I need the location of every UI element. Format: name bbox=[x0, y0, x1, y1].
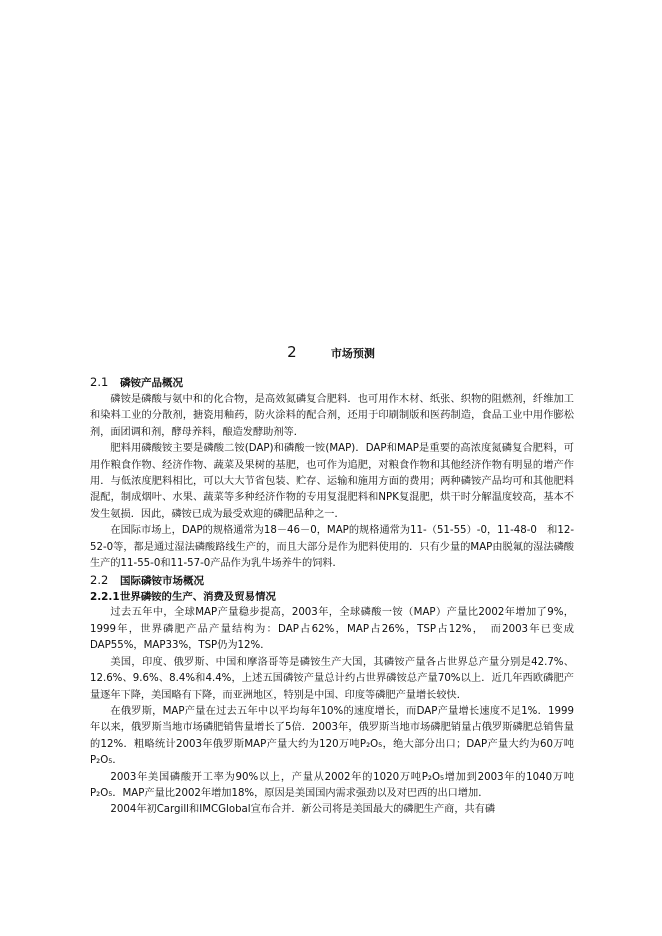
paragraph: 在俄罗斯，MAP产量在过去五年中以平均每年10%的速度增长，而DAP产量增长速度不足1%．1999年以来，俄罗斯当地市场磷肥销售量增长了5倍．2003年，俄罗斯当地市场磷肥销量占俄罗斯磷肥总销售量的12%．粗略统计2003年俄罗斯MAP产量大约为120万吨P₂O₅，绝大部分出口；DAP产量大约为60万吨P₂O₅． bbox=[90, 705, 574, 767]
paragraph: 肥料用磷酸铵主要是磷酸二铵(DAP)和磷酸一铵(MAP)．DAP和MAP是重要的高浓度氮磷复合肥料，可用作粮食作物、经济作物、蔬菜及果树的基肥，也可作为追肥，对粮食作物和其他经济作物有明显的增产作用．与低浓度肥料相比，可以大大节省包装、贮存、运输和施用方面的费用；两种磷铵产品均可和其他肥料混配，制成烟叶、水果、蔬菜等多种经济作物的专用复混肥料和NPK复混肥，烘干时分解温度较高，基本不发生氨损．因此，磷铵已成为最受欢迎的磷肥品种之一． bbox=[90, 443, 574, 520]
section-number: 2.2 bbox=[90, 573, 109, 588]
paragraph: 美国，印度、俄罗斯、中国和摩洛哥等是磷铵生产大国，其磷铵产量各占世界总产量分别是42.7%、12.6%、9.6%、8.4%和4.4%，上述五国磷铵产量总计约占世界磷铵总产量70%以上．近几年西欧磷肥产量逐年下降，美国略有下降，而亚洲地区，特别是中国、印度等磷肥产量增长较快． bbox=[90, 656, 574, 701]
chapter-heading bbox=[0, 342, 662, 364]
paragraph: 磷铵是磷酸与氨中和的化合物，是高效氮磷复合肥料．也可用作木材、纸张、织物的阻燃剂，纤维加工和染料工业的分散剂，搪瓷用釉药，防火涂料的配合剂，还用于印刷制版和医药制造，食品工业中用作膨松剂，面团调和剂，酵母养料，酿造发酵助剂等． bbox=[90, 394, 574, 438]
paragraph: 2003年美国磷酸开工率为90%以上，产量从2002年的1020万吨P₂O₅增加到2003年的1040万吨P₂O₅．MAP产量比2002年增加18%，原因是美国国内需求强劲以及对巴西的出口增加． bbox=[90, 771, 574, 799]
section-title: 磷铵产品概况 bbox=[120, 377, 183, 389]
subsection-heading bbox=[90, 590, 574, 605]
subsection-number: 2.2.1 bbox=[90, 591, 120, 604]
section-title: 国际磷铵市场概况 bbox=[120, 575, 204, 588]
chapter-number: 2 bbox=[287, 343, 297, 361]
document-body bbox=[90, 374, 574, 819]
paragraph: 过去五年中，全球MAP产量稳步提高，2003年，全球磷酸一铵（MAP）产量比2002年增加了9%，1999年，世界磷肥产品产量结构为：DAP占62%，MAP占26%，TSP占12%， 而2003年已变成DAP55%，MAP33%，TSP仍为12%． bbox=[90, 607, 574, 652]
subsection-title: 世界磷铵的生产、消费及贸易情况 bbox=[120, 591, 276, 604]
section-heading bbox=[90, 374, 574, 392]
section-heading bbox=[90, 572, 574, 590]
paragraph: 在国际市场上，DAP的规格通常为18－46－0，MAP的规格通常为11-（51-55）-0，11-48-0 和12-52-0等，都是通过湿法磷酸路线生产的，而且大部分是作为肥料使用的．只有少量的MAP由脱氟的湿法磷酸生产的11-55-0和11-57-0产品作为乳牛场养牛的饲料． bbox=[90, 525, 574, 570]
paragraph: 2004年初Cargill和IMCGlobal宣布合并．新公司将是美国最大的磷肥生产商，共有磷 bbox=[110, 804, 496, 816]
chapter-title: 市场预测 bbox=[330, 347, 375, 360]
section-number: 2.1 bbox=[90, 375, 109, 389]
